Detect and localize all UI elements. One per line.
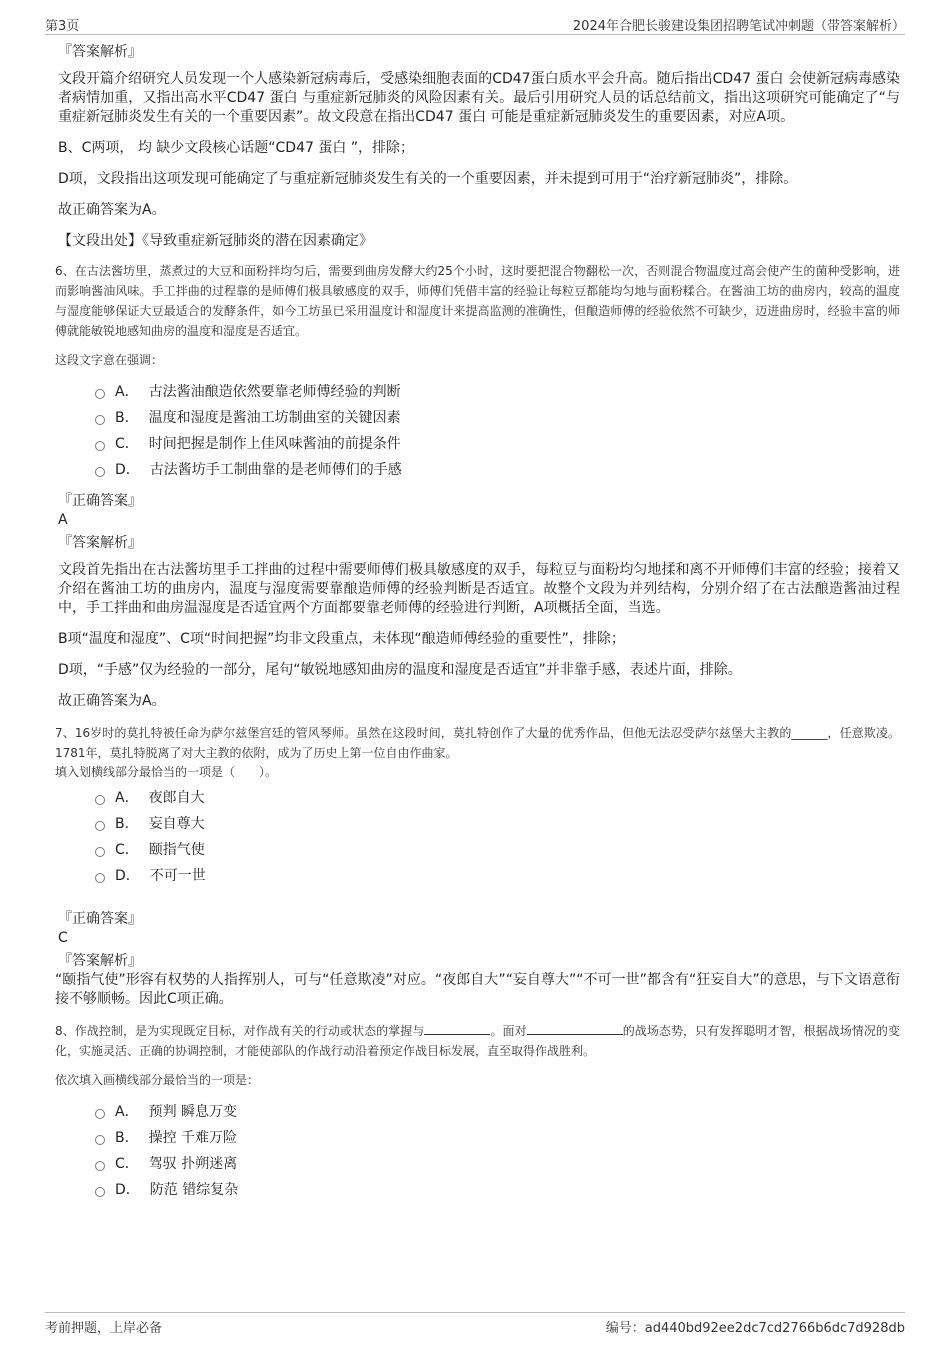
radio-icon[interactable] xyxy=(95,795,105,805)
q8-option-d[interactable] xyxy=(95,1177,900,1203)
document-code xyxy=(606,1317,905,1336)
radio-icon[interactable] xyxy=(95,441,105,451)
q5-analysis-label: 『答案解析』 xyxy=(58,44,142,60)
radio-icon[interactable] xyxy=(95,873,105,883)
option-text: 妄自尊大 xyxy=(148,816,205,832)
radio-icon[interactable] xyxy=(95,1135,105,1145)
q5-analysis-paragraph-2: B、C两项， 均 缺少文段核心话题“CD47 蛋白 ”，排除； xyxy=(58,140,415,156)
option-letter: D． xyxy=(115,1182,140,1198)
q7-blank: ______ xyxy=(791,726,828,740)
q7-option-c[interactable] xyxy=(95,837,900,863)
option-text: 防范 错综复杂 xyxy=(149,1182,239,1198)
q8-stem-part-2: 。面对 xyxy=(490,1024,527,1038)
q7-stem xyxy=(55,723,900,763)
q6-analysis-paragraph-2: B项“温度和湿度”、C项“时间把握”均非文段重点，未体现“酿造师傅经验的重要性”，排除； xyxy=(58,631,625,647)
option-text: 温度和湿度是酱油工坊制曲室的关键因素 xyxy=(148,410,401,426)
q6-analysis-paragraph-3: D项，“手感”仅为经验的一部分，尾句“敏锐地感知曲房的温度和湿度是否适宜”并非靠手感，表述片面，排除。 xyxy=(58,662,742,678)
option-letter: A． xyxy=(115,1104,139,1120)
option-letter: D． xyxy=(115,462,140,478)
option-text: 不可一世 xyxy=(149,868,206,884)
q8-prompt: 依次填入画横线部分最恰当的一项是： xyxy=(55,1073,260,1087)
option-letter: C． xyxy=(115,842,139,858)
option-text: 夜郎自大 xyxy=(148,790,205,806)
option-text: 颐指气使 xyxy=(148,842,205,858)
radio-icon[interactable] xyxy=(95,847,105,857)
q8-option-b[interactable] xyxy=(95,1125,900,1151)
q6-answer: A xyxy=(58,512,68,528)
radio-icon[interactable] xyxy=(95,821,105,831)
option-letter: B． xyxy=(115,410,139,426)
option-letter: A． xyxy=(115,790,139,806)
q7-analysis-paragraph-1: “颐指气使”形容有权势的人指挥别人，可与“任意欺凌”对应。“夜郎自大”“妄自尊大”“不可一世”都含有“狂妄自大”的意思，与下文语意衔接不够顺畅。因此C项正确。 xyxy=(55,972,900,1007)
q7-option-d[interactable] xyxy=(95,863,900,889)
q6-answer-label: 『正确答案』 xyxy=(58,493,142,509)
option-text: 驾驭 扑朔迷离 xyxy=(148,1156,238,1172)
radio-icon[interactable] xyxy=(95,1187,105,1197)
q7-answer-label: 『正确答案』 xyxy=(58,911,142,927)
q6-analysis-paragraph-1: 文段首先指出在古法酱坊里手工拌曲的过程中需要师傅们极具敏感度的双手，每粒豆与面粉均匀地揉和离不开师傅们丰富的经验；接着又介绍在酱油工坊的曲房内，温度与湿度需要靠酿造师傅的经验判断是否适宜。故整个文段为并列结构，分别介绍了在古法酿造酱油过程中，手工拌曲和曲房温湿度是否适宜两个方面都要靠老师傅的经验进行判断，A项概括全面，当选。 xyxy=(58,562,900,616)
footer-slogan: 考前押题，上岸必备 xyxy=(45,1321,163,1336)
option-text: 古法酱油酿造依然要靠老师傅经验的判断 xyxy=(148,384,401,400)
q7-analysis-label: 『答案解析』 xyxy=(58,953,142,969)
q7-answer: C xyxy=(58,930,68,946)
q6-stem: 6、在古法酱坊里，蒸煮过的大豆和面粉拌均匀后，需要到曲房发酵大约25个小时，这时要把混合物翻松一次，否则混合物温度过高会使产生的菌种受影响，进而影响酱油风味。手工拌曲的过程靠的是师傅们极具敏感度的双手，师傅们凭借丰富的经验让每粒豆都能均匀地与面粉糅合。在酱油工坊的曲房内，较高的温度与湿度能够保证大豆最适合的发酵条件，如今工坊虽已采用温度计和湿度计来提高监测的准确性，但酿造师傅的经验依然不可缺少，迈进曲房时，经验丰富的师傅就能敏锐地感知曲房的温度和湿度是否适宜。 xyxy=(55,264,900,338)
page-content xyxy=(55,42,900,1211)
code-label: 编号： xyxy=(605,1321,645,1336)
q8-option-c[interactable] xyxy=(95,1151,900,1177)
radio-icon[interactable] xyxy=(95,415,105,425)
radio-icon[interactable] xyxy=(95,1109,105,1119)
q5-analysis-paragraph-4: 故正确答案为A。 xyxy=(58,202,166,218)
q6-prompt: 这段文字意在强调： xyxy=(55,353,164,367)
q8-stem-part-3: 的战场态势，只有发挥聪明才智，根据战场情况的变化，实施灵活、正确的协调控制，才能使部队的作战行动沿着预定作战目标发展，直至取得作战胜利。 xyxy=(55,1024,900,1058)
page-header xyxy=(45,12,905,35)
q8-blank-1 xyxy=(424,1022,490,1035)
code-value: ad440bd92ee2dc7cd2766b6dc7d928db xyxy=(644,1321,905,1336)
q5-analysis-paragraph-3: D项，文段指出这项发现可能确定了与重症新冠肺炎发生有关的一个重要因素，并未提到可用于“治疗新冠肺炎”，排除。 xyxy=(58,171,798,187)
option-letter: C． xyxy=(115,436,139,452)
q7-option-b[interactable] xyxy=(95,811,900,837)
q6-analysis-label: 『答案解析』 xyxy=(58,535,142,551)
radio-icon[interactable] xyxy=(95,1161,105,1171)
document-title: 2024年合肥长骏建设集团招聘笔试冲刺题（带答案解析） xyxy=(572,19,905,34)
option-text: 古法酱坊手工制曲靠的是老师傅们的手感 xyxy=(149,462,402,478)
option-letter: B． xyxy=(115,816,139,832)
q5-analysis-paragraph-1: 文段开篇介绍研究人员发现一个人感染新冠病毒后，受感染细胞表面的CD47蛋白质水平会升高。随后指出CD47 蛋白 会使新冠病毒感染者病情加重，又指出高水平CD47 蛋白 与重症新冠肺炎的风险因素有关。最后引用研究人员的话总结前文，指出这项研究可能确定了“与重症新冠肺炎发生有关的一个重要因素”。故文段意在指出CD47 蛋白 可能是重症新冠肺炎发生的重要因素，对应A项。 xyxy=(58,71,900,125)
option-text: 操控 千难万险 xyxy=(148,1130,238,1146)
option-letter: A． xyxy=(115,384,139,400)
radio-icon[interactable] xyxy=(95,389,105,399)
q7-option-a[interactable] xyxy=(95,785,900,811)
q6-option-c[interactable] xyxy=(95,431,900,457)
option-letter: B． xyxy=(115,1130,139,1146)
q6-option-d[interactable] xyxy=(95,457,900,483)
q8-stem-part-1: 8、作战控制，是为实现既定目标，对作战有关的行动或状态的掌握与 xyxy=(55,1024,425,1038)
q7-prompt: 填入划横线部分最恰当的一项是（ ）。 xyxy=(55,765,278,779)
q6-option-b[interactable] xyxy=(95,405,900,431)
page-footer xyxy=(45,1312,905,1335)
q7-stem-part-1: 7、16岁时的莫扎特被任命为萨尔兹堡宫廷的管风琴师。虽然在这段时间，莫扎特创作了大量的优秀作品，但他无法忍受萨尔兹堡大主教的 xyxy=(55,726,792,740)
option-text: 时间把握是制作上佳风味酱油的前提条件 xyxy=(148,436,401,452)
q8-stem xyxy=(55,1021,900,1061)
q6-option-a[interactable] xyxy=(95,379,900,405)
q8-option-a[interactable] xyxy=(95,1099,900,1125)
q7-options xyxy=(95,785,900,889)
q5-source: 【文段出处】《导致重症新冠肺炎的潜在因素确定》 xyxy=(58,233,373,249)
q8-options xyxy=(95,1099,900,1203)
q6-options xyxy=(95,379,900,483)
radio-icon[interactable] xyxy=(95,467,105,477)
page-number: 第3页 xyxy=(45,19,80,34)
option-letter: C． xyxy=(115,1156,139,1172)
q8-blank-2 xyxy=(527,1022,623,1035)
option-letter: D． xyxy=(115,868,140,884)
option-text: 预判 瞬息万变 xyxy=(148,1104,238,1120)
q6-analysis-paragraph-4: 故正确答案为A。 xyxy=(58,693,166,709)
q7-stem-part-2: ，任意欺凌。1781年，莫扎特脱离了对大主教的依附，成为了历史上第一位自由作曲家。 xyxy=(55,726,900,760)
